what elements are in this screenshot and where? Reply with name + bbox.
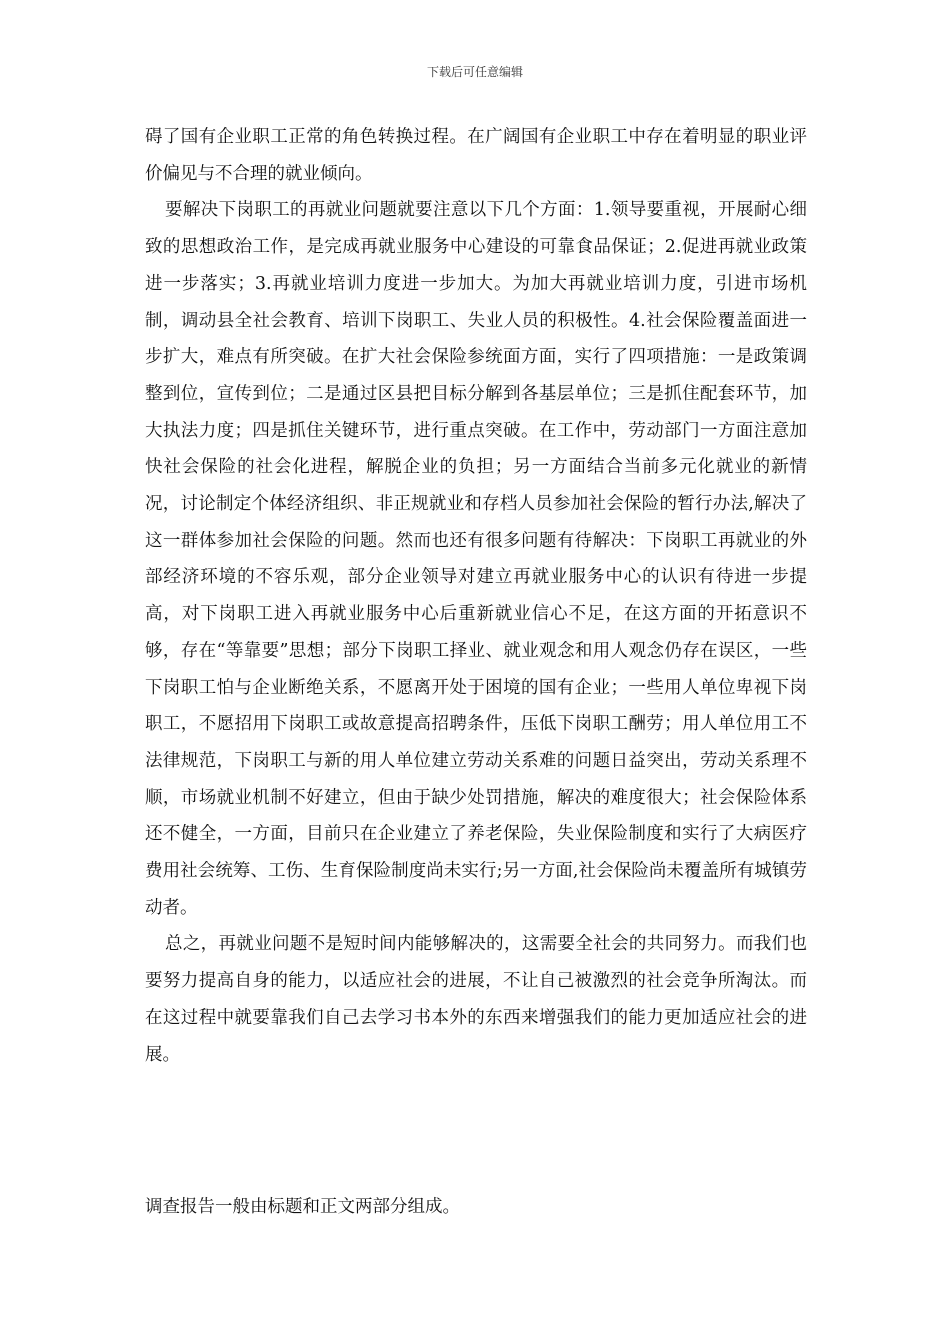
document-body xyxy=(145,119,807,1073)
report-structure-note: 调查报告一般由标题和正文两部分组成。 xyxy=(145,1197,460,1217)
page-header: 下载后可任意编辑 xyxy=(426,65,523,79)
paragraph-conclusion: 总之，再就业问题不是短时间内能够解决的，这需要全社会的共同努力。而我们也要努力提高自身的能力，以适应社会的进展，不让自己被激烈的社会竞争所淘汰。而在这过程中就要靠我们自己去学习书本外的东西来增强我们的能力更加适应社会的进展。 xyxy=(145,934,807,1065)
paragraph-continuation: 碍了国有企业职工正常的角色转换过程。在广阔国有企业职工中存在着明显的职业评价偏见与不合理的就业倾向。 xyxy=(145,127,807,184)
paragraph-reemployment-measures: 要解决下岗职工的再就业问题就要注意以下几个方面：1.领导要重视，开展耐心细致的思想政治工作，是完成再就业服务中心建设的可靠食品保证；2.促进再就业政策进一步落实；3.再就业培训力度进一步加大。为加大再就业培训力度，引进市场机制，调动县全社会教育、培训下岗职工、失业人员的积极性。4.社会保险覆盖面进一步扩大，难点有所突破。在扩大社会保险参统面方面，实行了四项措施：一是政策调整到位，宣传到位；二是通过区县把目标分解到各基层单位；三是抓住配套环节，加大执法力度；四是抓住关键环节，进行重点突破。在工作中，劳动部门一方面注意加快社会保险的社会化进程，解脱企业的负担；另一方面结合当前多元化就业的新情况，讨论制定个体经济组织、非正规就业和存档人员参加社会保险的暂行办法,解决了这一群体参加社会保险的问题。然而也还有很多问题有待解决：下岗职工再就业的外部经济环境的不容乐观，部分企业领导对建立再就业服务中心的认识有待进一步提高，对下岗职工进入再就业服务中心后重新就业信心不足，在这方面的开拓意识不够，存在“等靠要”思想；部分下岗职工择业、就业观念和用人观念仍存在误区，一些下岗职工怕与企业断绝关系，不愿离开处于困境的国有企业；一些用人单位卑视下岗职工，不愿招用下岗职工或故意提高招聘条件，压低下岗职工酬劳；用人单位用工不法律规范，下岗职工与新的用人单位建立劳动关系难的问题日益突出，劳动关系理不顺，市场就业机制不好建立，但由于缺少处罚措施，解决的难度很大；社会保险体系还不健全，一方面，目前只在企业建立了养老保险，失业保险制度和实行了大病医疗费用社会统筹、工伤、生育保险制度尚未实行;另一方面,社会保险尚未覆盖所有城镇劳动者。 xyxy=(145,200,807,918)
